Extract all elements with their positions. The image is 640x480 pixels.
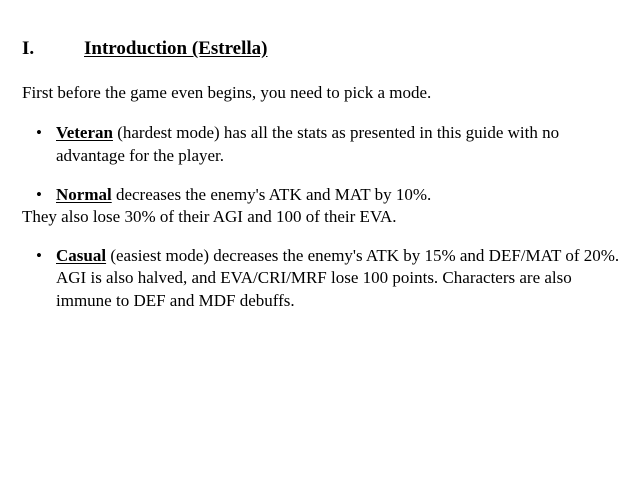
mode-description-casual: (easiest mode) decreases the enemy's ATK by 15% and DEF/MAT of 20%. AGI is also halved, and EVA/CRI/MRF lose 100 points. Characters are also immune to DEF and MDF debuffs. [56, 245, 620, 311]
mode-name-normal: Normal [56, 184, 112, 204]
section-heading [22, 38, 622, 60]
intro-paragraph: First before the game even begins, you need to pick a mode. [22, 83, 432, 102]
list-item [22, 122, 622, 167]
section-number: I. [22, 38, 35, 59]
mode-extra-line-normal: They also lose 30% of their AGI and 100 of their EVA. [22, 207, 397, 227]
mode-name-casual: Casual [56, 245, 107, 265]
mode-name-veteran: Veteran [56, 123, 113, 143]
bullet-icon: • [36, 184, 42, 204]
bullet-icon: • [36, 245, 42, 265]
list-item [22, 184, 622, 229]
list-item [22, 245, 622, 313]
mode-description-veteran: (hardest mode) has all the stats as presented in this guide with no advantage for the player. [56, 123, 560, 166]
mode-list [22, 122, 622, 312]
mode-description-normal: decreases the enemy's ATK and MAT by 10%. [111, 184, 432, 204]
bullet-icon: • [36, 123, 42, 143]
section-title: Introduction (Estrella) [84, 38, 268, 59]
